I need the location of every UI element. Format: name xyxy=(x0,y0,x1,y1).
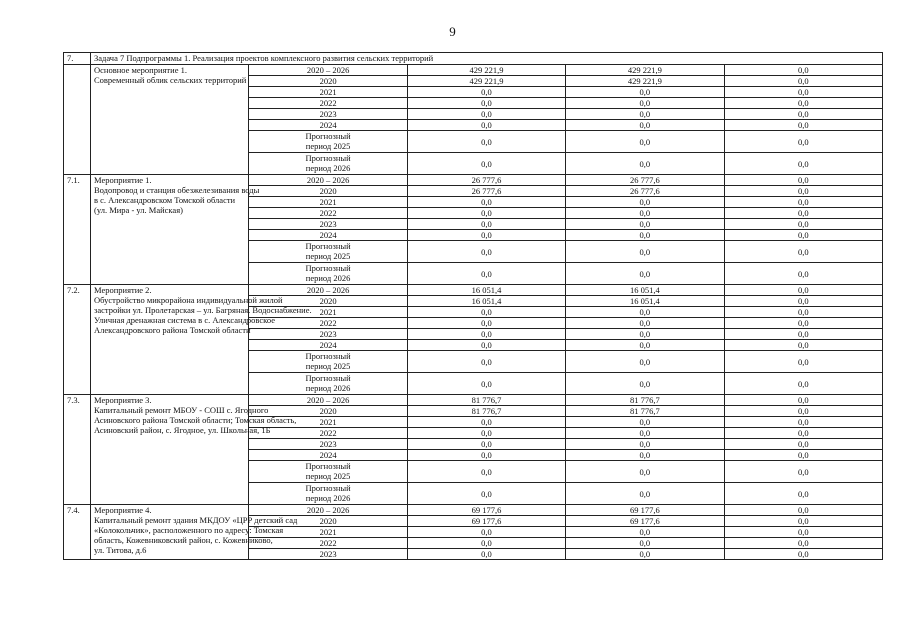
description-line: Александровского района Томской области xyxy=(94,325,251,335)
period-cell xyxy=(249,76,407,87)
period-cell xyxy=(249,197,407,208)
value-total: 0,0 xyxy=(407,428,565,439)
period-cell xyxy=(249,439,407,450)
item-description xyxy=(91,65,249,175)
period-cell xyxy=(249,230,407,241)
value-total: 0,0 xyxy=(407,329,565,340)
period-cell xyxy=(249,505,407,516)
value-source1: 0,0 xyxy=(566,373,724,395)
table-row xyxy=(64,285,883,296)
period-cell xyxy=(249,98,407,109)
value-total: 69 177,6 xyxy=(407,516,565,527)
period-cell xyxy=(249,395,407,406)
value-source2: 0,0 xyxy=(724,373,882,395)
period-line: 2023 xyxy=(319,439,337,449)
value-total: 0,0 xyxy=(407,98,565,109)
description-line: Современный облик сельских территорий xyxy=(94,75,247,85)
value-total: 0,0 xyxy=(407,263,565,285)
period-line: 2023 xyxy=(319,549,337,559)
value-source2: 0,0 xyxy=(724,219,882,230)
value-source2: 0,0 xyxy=(724,450,882,461)
value-total: 429 221,9 xyxy=(407,65,565,76)
value-source2: 0,0 xyxy=(724,516,882,527)
value-source1: 0,0 xyxy=(566,131,724,153)
period-line: 2024 xyxy=(319,230,337,240)
value-source2: 0,0 xyxy=(724,538,882,549)
value-source2: 0,0 xyxy=(724,439,882,450)
period-line: период 2026 xyxy=(305,163,351,173)
value-source2: 0,0 xyxy=(724,296,882,307)
description-line: Асиновский район, с. Ягодное, ул. Школьная, 1Б xyxy=(94,425,271,435)
value-source2: 0,0 xyxy=(724,230,882,241)
value-source1: 0,0 xyxy=(566,329,724,340)
period-line: 2023 xyxy=(319,329,337,339)
value-source1: 0,0 xyxy=(566,230,724,241)
value-source1: 16 051,4 xyxy=(566,296,724,307)
value-source1: 0,0 xyxy=(566,241,724,263)
value-source2: 0,0 xyxy=(724,329,882,340)
period-cell xyxy=(249,450,407,461)
period-line: период 2025 xyxy=(305,471,351,481)
period-line: Прогнозный xyxy=(305,483,351,493)
value-total: 26 777,6 xyxy=(407,186,565,197)
description-line: застройки ул. Пролетарская – ул. Багряная. Водоснабжение. xyxy=(94,305,312,315)
value-total: 0,0 xyxy=(407,87,565,98)
description-line: Мероприятие 4. xyxy=(94,505,152,515)
value-source2: 0,0 xyxy=(724,241,882,263)
period-cell xyxy=(249,87,407,98)
item-number: 7.3. xyxy=(64,395,91,505)
period-line: 2024 xyxy=(319,120,337,130)
value-source2: 0,0 xyxy=(724,186,882,197)
item-number: 7.2. xyxy=(64,285,91,395)
item-description xyxy=(91,175,260,285)
period-cell xyxy=(249,263,407,285)
period-cell xyxy=(249,186,407,197)
period-line: 2020 – 2026 xyxy=(306,175,350,185)
value-total: 0,0 xyxy=(407,307,565,318)
period-line: период 2025 xyxy=(305,141,351,151)
value-source1: 26 777,6 xyxy=(566,175,724,186)
description-line: Капитальный ремонт здания МКДОУ «ЦРР детский сад xyxy=(94,515,298,525)
value-source2: 0,0 xyxy=(724,197,882,208)
value-total: 16 051,4 xyxy=(407,285,565,296)
period-line: 2022 xyxy=(319,538,337,548)
budget-table xyxy=(63,52,883,560)
period-line: 2021 xyxy=(319,87,337,97)
value-source1: 26 777,6 xyxy=(566,186,724,197)
value-source1: 69 177,6 xyxy=(566,505,724,516)
value-source1: 0,0 xyxy=(566,307,724,318)
period-cell xyxy=(249,241,407,263)
value-source2: 0,0 xyxy=(724,208,882,219)
period-line: 2024 xyxy=(319,450,337,460)
description-line: Мероприятие 2. xyxy=(94,285,152,295)
period-line: 2020 xyxy=(319,186,337,196)
period-cell xyxy=(249,285,407,296)
value-total: 26 777,6 xyxy=(407,175,565,186)
value-total: 0,0 xyxy=(407,208,565,219)
value-source1: 429 221,9 xyxy=(566,65,724,76)
value-source2: 0,0 xyxy=(724,120,882,131)
item-number: 7.1. xyxy=(64,175,91,285)
value-total: 0,0 xyxy=(407,131,565,153)
value-source2: 0,0 xyxy=(724,175,882,186)
period-line: период 2025 xyxy=(305,251,351,261)
value-source1: 0,0 xyxy=(566,461,724,483)
period-line: Прогнозный xyxy=(305,131,351,141)
value-total: 0,0 xyxy=(407,219,565,230)
value-source2: 0,0 xyxy=(724,131,882,153)
period-cell xyxy=(249,549,407,560)
value-total: 69 177,6 xyxy=(407,505,565,516)
value-source1: 0,0 xyxy=(566,439,724,450)
period-cell xyxy=(249,219,407,230)
value-source2: 0,0 xyxy=(724,483,882,505)
value-source2: 0,0 xyxy=(724,98,882,109)
period-line: Прогнозный xyxy=(305,153,351,163)
value-source1: 0,0 xyxy=(566,263,724,285)
period-cell xyxy=(249,131,407,153)
item-description xyxy=(91,505,298,560)
description-line: в с. Александровском Томской области xyxy=(94,195,236,205)
period-cell xyxy=(249,483,407,505)
period-line: 2022 xyxy=(319,318,337,328)
value-source2: 0,0 xyxy=(724,505,882,516)
period-line: 2022 xyxy=(319,428,337,438)
period-line: 2021 xyxy=(319,307,337,317)
period-line: Прогнозный xyxy=(305,351,351,361)
value-source1: 81 776,7 xyxy=(566,406,724,417)
value-source1: 0,0 xyxy=(566,109,724,120)
description-line: Обустройство микрорайона индивидуальной жилой xyxy=(94,295,283,305)
table-row xyxy=(64,65,883,76)
item-description xyxy=(91,395,297,505)
period-line: период 2026 xyxy=(305,383,351,393)
description-line: ул. Титова, д.6 xyxy=(94,545,147,555)
period-line: 2020 – 2026 xyxy=(306,285,350,295)
value-source2: 0,0 xyxy=(724,527,882,538)
value-source1: 0,0 xyxy=(566,120,724,131)
description-line: «Колокольчик», расположенного по адресу: Томская xyxy=(94,525,284,535)
period-line: период 2026 xyxy=(305,273,351,283)
value-total: 0,0 xyxy=(407,351,565,373)
value-source2: 0,0 xyxy=(724,417,882,428)
item-number: 7.4. xyxy=(64,505,91,560)
period-line: 2022 xyxy=(319,208,337,218)
period-cell xyxy=(249,351,407,373)
value-source1: 0,0 xyxy=(566,538,724,549)
value-source2: 0,0 xyxy=(724,340,882,351)
value-source1: 0,0 xyxy=(566,318,724,329)
value-total: 0,0 xyxy=(407,153,565,175)
value-total: 0,0 xyxy=(407,109,565,120)
period-cell xyxy=(249,373,407,395)
value-source2: 0,0 xyxy=(724,153,882,175)
table-row xyxy=(64,175,883,186)
value-total: 0,0 xyxy=(407,373,565,395)
value-total: 0,0 xyxy=(407,549,565,560)
table-row xyxy=(64,505,883,516)
value-source1: 0,0 xyxy=(566,351,724,373)
period-cell xyxy=(249,340,407,351)
value-source1: 0,0 xyxy=(566,98,724,109)
value-total: 0,0 xyxy=(407,483,565,505)
period-line: 2020 xyxy=(319,76,337,86)
period-cell xyxy=(249,153,407,175)
value-source1: 429 221,9 xyxy=(566,76,724,87)
value-total: 0,0 xyxy=(407,340,565,351)
value-source2: 0,0 xyxy=(724,109,882,120)
value-source2: 0,0 xyxy=(724,87,882,98)
value-source2: 0,0 xyxy=(724,406,882,417)
value-total: 0,0 xyxy=(407,230,565,241)
value-source2: 0,0 xyxy=(724,263,882,285)
description-line: (ул. Мира - ул. Майская) xyxy=(94,205,183,215)
description-line: Мероприятие 3. xyxy=(94,395,152,405)
table-row xyxy=(64,395,883,406)
value-source1: 0,0 xyxy=(566,219,724,230)
period-cell xyxy=(249,428,407,439)
value-source1: 0,0 xyxy=(566,483,724,505)
item-number xyxy=(64,65,91,175)
value-source1: 0,0 xyxy=(566,428,724,439)
value-total: 81 776,7 xyxy=(407,395,565,406)
period-line: Прогнозный xyxy=(305,461,351,471)
value-source2: 0,0 xyxy=(724,461,882,483)
value-total: 0,0 xyxy=(407,120,565,131)
period-line: 2020 – 2026 xyxy=(306,395,350,405)
period-line: 2022 xyxy=(319,98,337,108)
description-line: Капитальный ремонт МБОУ - СОШ с. Ягодного xyxy=(94,405,269,415)
description-line: область, Кожевниковский район, с. Кожевниково, xyxy=(94,535,273,545)
period-line: 2020 – 2026 xyxy=(306,65,350,75)
task-number: 7. xyxy=(64,53,91,65)
period-line: 2021 xyxy=(319,197,337,207)
value-source1: 0,0 xyxy=(566,340,724,351)
value-source2: 0,0 xyxy=(724,65,882,76)
period-line: 2023 xyxy=(319,109,337,119)
value-total: 0,0 xyxy=(407,318,565,329)
description-line: Основное мероприятие 1. xyxy=(94,65,187,75)
value-total: 81 776,7 xyxy=(407,406,565,417)
period-line: 2023 xyxy=(319,219,337,229)
value-source2: 0,0 xyxy=(724,307,882,318)
period-cell xyxy=(249,120,407,131)
value-source1: 0,0 xyxy=(566,527,724,538)
period-cell xyxy=(249,329,407,340)
value-total: 0,0 xyxy=(407,241,565,263)
value-total: 0,0 xyxy=(407,439,565,450)
value-total: 0,0 xyxy=(407,538,565,549)
period-line: 2024 xyxy=(319,340,337,350)
task-title: Задача 7 Подпрограммы 1. Реализация проектов комплексного развития сельских территорий xyxy=(91,53,883,65)
value-source1: 0,0 xyxy=(566,450,724,461)
value-source1: 0,0 xyxy=(566,417,724,428)
item-description xyxy=(91,285,312,395)
period-line: 2020 xyxy=(319,406,337,416)
value-source2: 0,0 xyxy=(724,395,882,406)
value-source2: 0,0 xyxy=(724,285,882,296)
period-line: Прогнозный xyxy=(305,241,351,251)
value-source1: 69 177,6 xyxy=(566,516,724,527)
value-source2: 0,0 xyxy=(724,549,882,560)
value-total: 0,0 xyxy=(407,527,565,538)
description-line: Мероприятие 1. xyxy=(94,175,152,185)
value-source2: 0,0 xyxy=(724,318,882,329)
period-line: 2021 xyxy=(319,527,337,537)
value-total: 0,0 xyxy=(407,197,565,208)
period-line: 2020 xyxy=(319,516,337,526)
value-source1: 0,0 xyxy=(566,197,724,208)
description-line: Асиновского района Томской области; Томская область, xyxy=(94,415,297,425)
value-source1: 0,0 xyxy=(566,153,724,175)
period-line: период 2025 xyxy=(305,361,351,371)
period-line: 2020 – 2026 xyxy=(306,505,350,515)
value-source1: 81 776,7 xyxy=(566,395,724,406)
value-source2: 0,0 xyxy=(724,428,882,439)
period-cell xyxy=(249,65,407,76)
period-cell xyxy=(249,109,407,120)
value-total: 16 051,4 xyxy=(407,296,565,307)
period-cell xyxy=(249,208,407,219)
period-line: период 2026 xyxy=(305,493,351,503)
value-source2: 0,0 xyxy=(724,76,882,87)
description-line: Водопровод и станция обезжелезивания воды xyxy=(94,185,260,195)
description-line: Уличная дренажная система в с. Александровское xyxy=(94,315,275,325)
period-line: 2020 xyxy=(319,296,337,306)
period-line: Прогнозный xyxy=(305,373,351,383)
value-source2: 0,0 xyxy=(724,351,882,373)
page-number: 9 xyxy=(449,24,456,39)
value-source1: 0,0 xyxy=(566,208,724,219)
value-total: 0,0 xyxy=(407,417,565,428)
value-source1: 16 051,4 xyxy=(566,285,724,296)
value-source1: 0,0 xyxy=(566,87,724,98)
value-total: 0,0 xyxy=(407,450,565,461)
value-source1: 0,0 xyxy=(566,549,724,560)
period-line: Прогнозный xyxy=(305,263,351,273)
period-cell xyxy=(249,175,407,186)
period-line: 2021 xyxy=(319,417,337,427)
value-total: 429 221,9 xyxy=(407,76,565,87)
value-total: 0,0 xyxy=(407,461,565,483)
period-cell xyxy=(249,461,407,483)
task-row xyxy=(64,53,883,65)
